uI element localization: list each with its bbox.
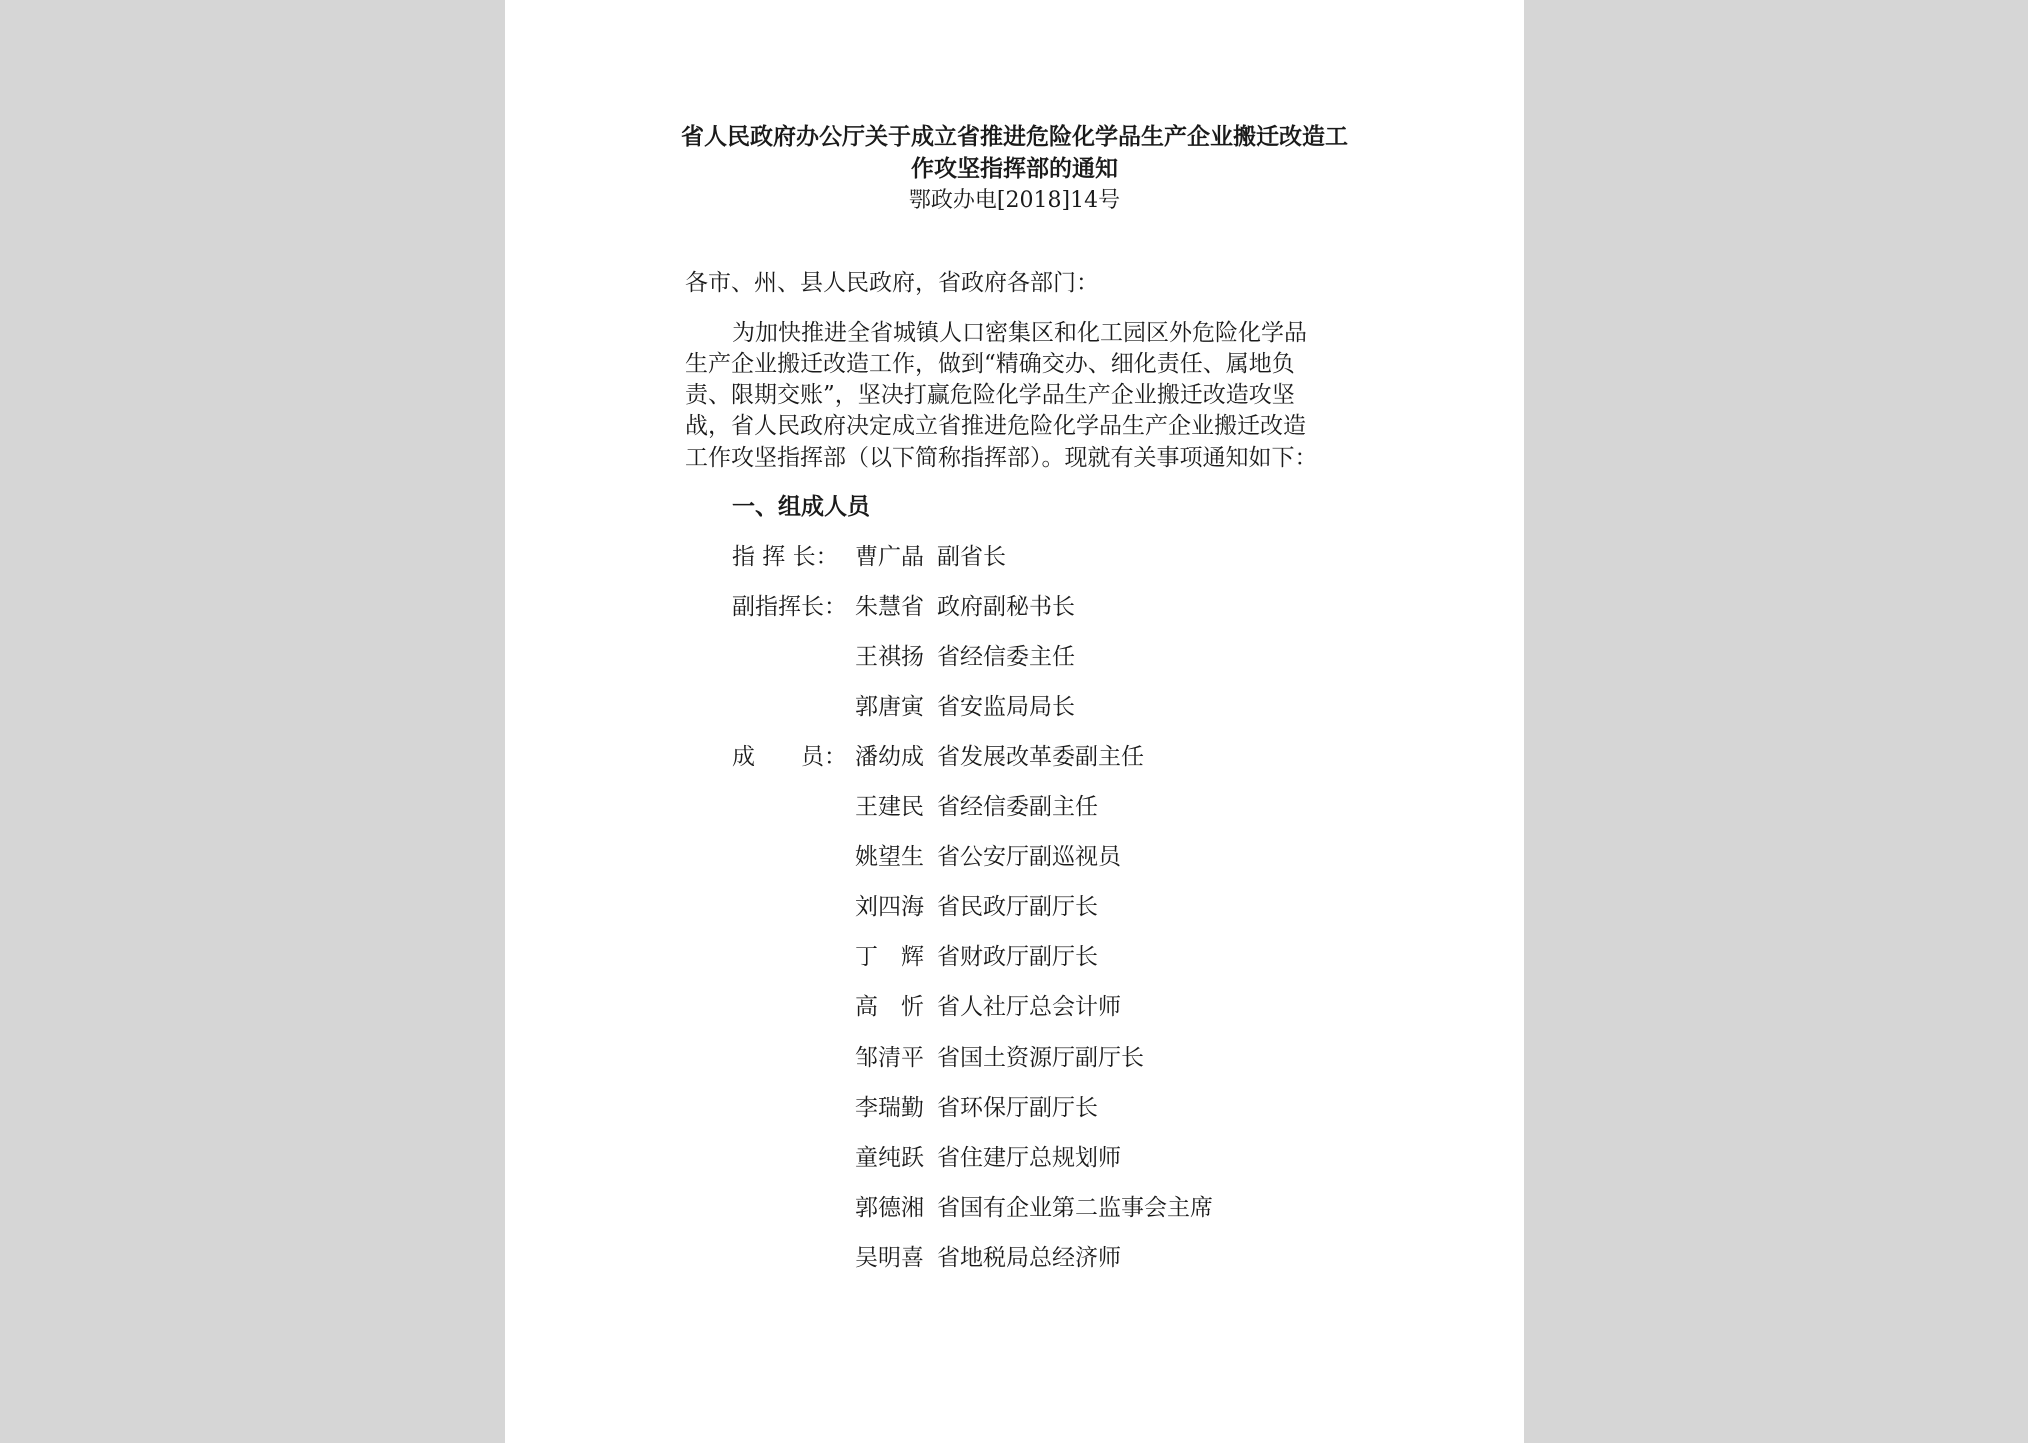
person-name: 丁 辉 [855, 944, 924, 970]
person-name: 郭德湘 [855, 1195, 924, 1221]
member-entry [855, 941, 1098, 973]
role-label-member: 成 员： [732, 744, 847, 770]
person-name: 曹广晶 [855, 544, 924, 570]
deputy-entry [855, 591, 1075, 623]
person-post: 副省长 [937, 544, 1006, 570]
person-post: 省住建厅总规划师 [937, 1145, 1121, 1171]
person-post: 省财政厅副厅长 [937, 944, 1098, 970]
person-name: 吴明喜 [855, 1245, 924, 1271]
addressee: 各市、州、县人民政府，省政府各部门： [685, 270, 1099, 296]
section-heading: 一、组成人员 [732, 493, 870, 520]
person-name: 李瑞勤 [855, 1095, 924, 1121]
member-entry [855, 741, 1144, 773]
member-entry [855, 791, 1098, 823]
body-line-2: 生产企业搬迁改造工作，做到“精确交办、细化责任、属地负 [685, 351, 1295, 377]
document-page [505, 0, 1524, 1443]
person-name: 王建民 [855, 794, 924, 820]
person-name: 童纯跃 [855, 1145, 924, 1171]
person-post: 省安监局局长 [937, 694, 1075, 720]
document-title-line2: 作攻坚指挥部的通知 [911, 155, 1118, 182]
person-post: 省公安厅副巡视员 [937, 844, 1121, 870]
person-post: 省民政厅副厅长 [937, 894, 1098, 920]
member-entry [855, 991, 1121, 1023]
deputy-entry [855, 691, 1075, 723]
person-name: 郭唐寅 [855, 694, 924, 720]
member-entry [855, 841, 1121, 873]
person-name: 潘幼成 [855, 744, 924, 770]
person-name: 邹清平 [855, 1045, 924, 1071]
member-entry [855, 891, 1098, 923]
body-line-3: 责、限期交账”，坚决打赢危险化学品生产企业搬迁改造攻坚 [685, 382, 1295, 408]
person-name: 王祺扬 [855, 644, 924, 670]
role-label-deputy: 副指挥长： [732, 594, 847, 620]
member-entry [855, 1242, 1121, 1274]
person-name: 朱慧省 [855, 594, 924, 620]
person-post: 省地税局总经济师 [937, 1245, 1121, 1271]
person-name: 高 忻 [855, 994, 924, 1020]
body-line-1: 为加快推进全省城镇人口密集区和化工园区外危险化学品 [732, 320, 1307, 346]
person-name: 刘四海 [855, 894, 924, 920]
deputy-entry [855, 641, 1075, 673]
body-line-5: 工作攻坚指挥部（以下简称指挥部）。现就有关事项通知如下： [685, 445, 1318, 471]
role-label-commander: 指 挥 长： [732, 544, 839, 570]
person-post: 省经信委主任 [937, 644, 1075, 670]
person-post: 省人社厅总会计师 [937, 994, 1121, 1020]
member-entry [855, 1142, 1121, 1174]
person-post: 省发展改革委副主任 [937, 744, 1144, 770]
body-line-4: 战，省人民政府决定成立省推进危险化学品生产企业搬迁改造 [685, 413, 1306, 439]
person-post: 省经信委副主任 [937, 794, 1098, 820]
person-post: 省国土资源厅副厅长 [937, 1045, 1144, 1071]
member-entry [855, 1192, 1213, 1224]
commander-entry [855, 541, 1006, 573]
document-number: 鄂政办电[2018]14号 [908, 188, 1121, 213]
member-entry [855, 1092, 1098, 1124]
person-post: 政府副秘书长 [937, 594, 1075, 620]
person-post: 省国有企业第二监事会主席 [937, 1195, 1213, 1221]
person-post: 省环保厅副厅长 [937, 1095, 1098, 1121]
document-title-line1: 省人民政府办公厅关于成立省推进危险化学品生产企业搬迁改造工 [681, 123, 1348, 150]
member-entry [855, 1042, 1144, 1074]
person-name: 姚望生 [855, 844, 924, 870]
